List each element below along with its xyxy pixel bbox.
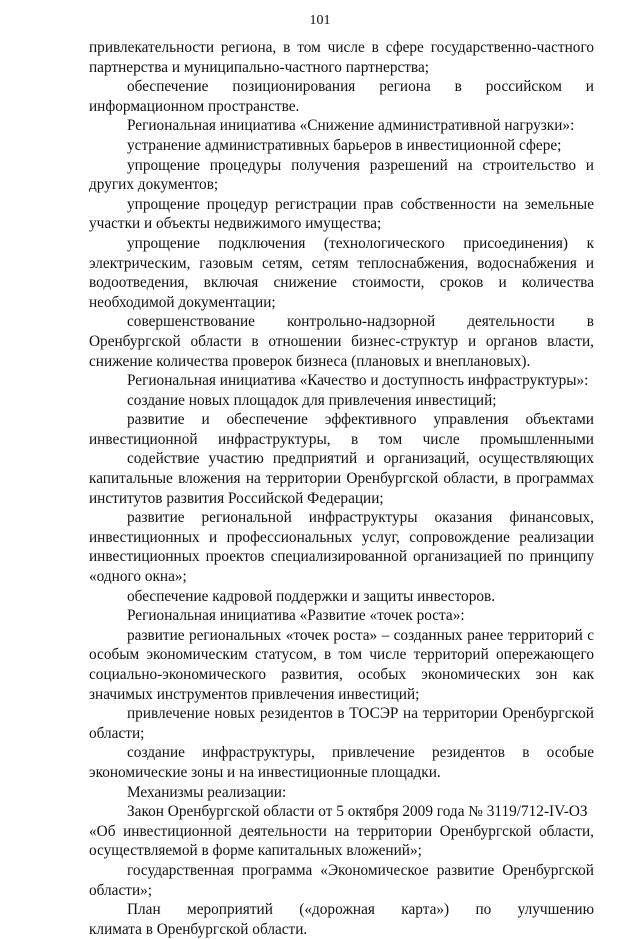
text-line: социально-экономического развития, особых экономических зон как — [89, 666, 594, 683]
text-line: создание инфраструктуры, привлечение резидентов в особые — [127, 744, 594, 762]
text-line: Региональная инициатива «Качество и доступность инфраструктуры»: — [127, 372, 589, 390]
text-line: обеспечение кадровой поддержки и защиты инвесторов. — [127, 587, 496, 605]
text-line: создание новых площадок для привлечения инвестиций; — [127, 391, 497, 409]
text-line: экономические зоны и на инвестиционные площадки. — [89, 763, 441, 781]
text-line: Закон Оренбургской области от 5 октября 2009 года № 3119/712-IV-ОЗ — [127, 803, 588, 821]
text-line: Региональная инициатива «Развитие «точек роста»: — [127, 607, 465, 625]
text-line: «одного окна»; — [89, 568, 187, 586]
text-line: других документов; — [89, 176, 219, 194]
document-body — [89, 38, 594, 939]
text-line: «Об инвестиционной деятельности на территории Оренбургской области, — [89, 822, 594, 840]
text-line: развитие региональных «точек роста» – созданных ранее территорий с — [127, 626, 594, 644]
text-line: особым экономическим статусом, в том числе территорий опережающего — [89, 646, 594, 664]
text-line: водоотведения, включая снижение стоимости, сроков и количества — [89, 274, 594, 292]
text-line: развитие региональной инфраструктуры оказания финансовых, — [127, 509, 594, 527]
text-line: государственная программа «Экономическое развитие Оренбургской — [127, 861, 594, 879]
text-line: инвестиционных проектов специализированной организацией по принципу — [89, 548, 594, 566]
text-line: участки и объекты недвижимого имущества; — [89, 215, 382, 233]
text-line: партнерства и муниципально-частного партнерства; — [89, 58, 429, 76]
text-line: Оренбургской области в отношении бизнес-структур и органов власти, — [89, 332, 594, 350]
text-line: области»; — [89, 881, 153, 899]
text-line: совершенствование контрольно-надзорной деятельности в — [127, 313, 594, 331]
text-line: осуществляемой в форме капитальных вложений»; — [89, 842, 422, 860]
text-line: информационном пространстве. — [89, 97, 300, 115]
text-line: упрощение подключения (технологического присоединения) к — [127, 234, 594, 252]
text-line: План мероприятий («дорожная карта») по улучшению — [127, 901, 594, 919]
text-line: области; — [89, 724, 145, 742]
text-line: институтов развития Российской Федерации; — [89, 489, 384, 507]
text-line: капитальные вложения на территории Оренбургской области, в программах — [89, 470, 594, 488]
text-line: снижение количества проверок бизнеса (плановых и внеплановых). — [89, 352, 531, 370]
text-line: Региональная инициатива «Снижение административной нагрузки»: — [127, 117, 575, 135]
text-line: устранение административных барьеров в инвестиционной сфере; — [127, 136, 562, 154]
text-line: привлекательности региона, в том числе в сфере государственно-частного — [89, 39, 594, 56]
text-line: климата в Оренбургской области. — [89, 920, 308, 938]
text-line: содействие участию предприятий и организаций, осуществляющих — [127, 450, 594, 468]
text-line: обеспечение позиционирования региона в российском и — [127, 78, 594, 96]
text-line: Механизмы реализации: — [127, 783, 287, 801]
text-line: необходимой документации; — [89, 293, 276, 311]
text-line: привлечение новых резидентов в ТОСЭР на территории Оренбургской — [127, 705, 594, 723]
text-line: значимых инструментов привлечения инвестиций; — [89, 685, 420, 703]
text-line: электрическим, газовым сетям, сетям теплоснабжения, водоснабжения и — [89, 254, 594, 272]
text-line: инвестиционных и профессиональных услуг, сопровождение реализации — [89, 528, 594, 546]
text-line: упрощение процедур регистрации прав собственности на земельные — [127, 195, 594, 213]
text-line: упрощение процедуры получения разрешений на строительство и — [127, 156, 594, 174]
text-line: развитие и обеспечение эффективного управления объектами — [127, 411, 594, 429]
page-number: 101 — [309, 13, 331, 28]
text-line: инвестиционной инфраструктуры, в том числе промышленными — [89, 430, 594, 448]
